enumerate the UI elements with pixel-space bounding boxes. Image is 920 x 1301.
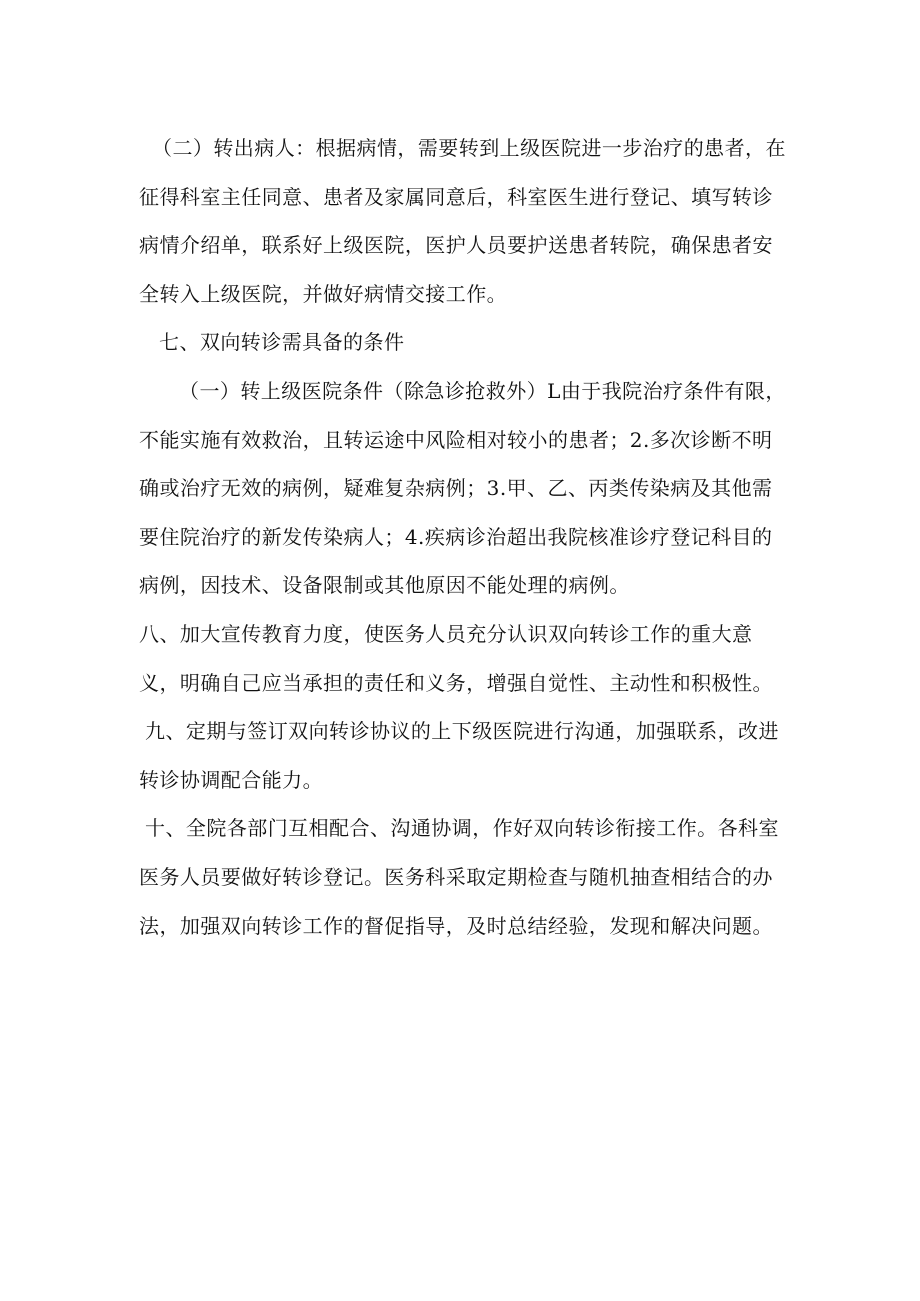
- paragraph-section-eight: 八、加大宣传教育力度，使医务人员充分认识双向转诊工作的重大意义，明确自己应当承担的责任和义务，增强自觉性、主动性和积极性。: [139, 621, 773, 695]
- paragraph-transfer-out-patients: （二）转出病人：根据病情，需要转到上级医院进一步治疗的患者，在征得科室主任同意、患者及家属同意后，科室医生进行登记、填写转诊病情介绍单，联系好上级医院，医护人员要护送患者转院，确保患者安全转入上级医院，并做好病情交接工作。: [139, 136, 786, 306]
- paragraph-section-nine: 九、定期与签订双向转诊协议的上下级医院进行沟通，加强联系，改进转诊协调配合能力。: [139, 719, 779, 792]
- document-body: [139, 124, 789, 950]
- heading-section-seven: 七、双向转诊需具备的条件: [159, 330, 405, 355]
- paragraph-section-ten: 十、全院各部门互相配合、沟通协调，作好双向转诊衔接工作。各科室医务人员要做好转诊登记。医务科采取定期检查与随机抽查相结合的办法，加强双向转诊工作的督促指导，及时总结经验，发现和解决问题。: [139, 816, 779, 938]
- paragraph-transfer-conditions: （一）转上级医院条件（除急诊抢救外）L由于我院治疗条件有限，不能实施有效救治，且转运途中风险相对较小的患者；2.多次诊断不明确或治疗无效的病例，疑难复杂病例；3.甲、乙、丙类传染病及其他需要住院治疗的新发传染病人；4.疾病诊治超出我院核准诊疗登记科目的病例，因技术、设备限制或其他原因不能处理的病例。: [139, 378, 786, 598]
